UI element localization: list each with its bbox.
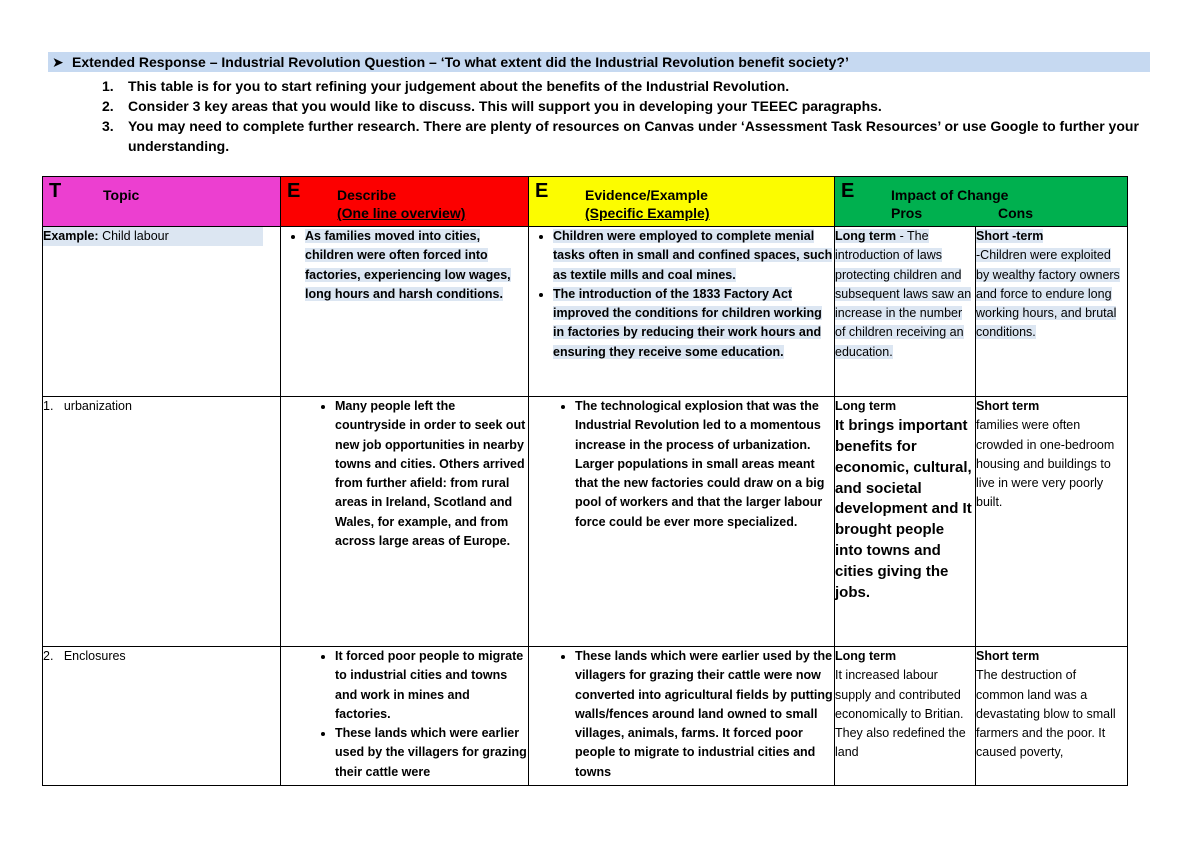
topic-header: T Topic xyxy=(43,177,281,227)
list-item: • The technological explosion that was the Industrial Revolution led to a momentous increase in the process of urbanization. Larger populations in small areas meant that the new factories could draw on a big pool of workers and that the larger labour force could be ever more specialized. xyxy=(575,397,834,532)
table-row xyxy=(43,227,1128,397)
describe-header: E Describe (One line overview) xyxy=(281,177,529,227)
table-header-row xyxy=(43,177,1128,227)
table-row xyxy=(43,397,1128,647)
arrow-bullet-icon: ➤ xyxy=(52,54,64,70)
cons-cell: Short term The destruction of common land was a devastating blow to small farmers and the poor. It caused poverty, xyxy=(976,647,1128,786)
list-item: • As families moved into cities, children were often forced into factories, experiencing low wages, long hours and harsh conditions. xyxy=(305,227,528,304)
describe-cell xyxy=(281,397,529,647)
list-item: • These lands which were earlier used by the villagers for grazing their cattle were xyxy=(335,724,528,780)
page-title: Extended Response – Industrial Revolution Question – ‘To what extent did the Industrial Revolution benefit society?’ xyxy=(72,54,849,70)
title-bar xyxy=(48,52,1150,72)
pros-cell: Long term It brings important benefits for economic, cultural, and societal development and It brought people into towns and cities giving the jobs. xyxy=(835,397,976,647)
evidence-cell xyxy=(529,647,835,786)
topic-cell: 1. urbanization xyxy=(43,397,281,647)
pros-cell: Long term It increased labour supply and contributed economically to Britian. They also redefined the land xyxy=(835,647,976,786)
instruction-list xyxy=(48,76,1150,156)
list-item: • Children were employed to complete menial tasks often in small and confined spaces, such as textile mills and coal mines. xyxy=(553,227,834,285)
impact-header: E Impact of Change Pros Cons xyxy=(835,177,1128,227)
describe-cell xyxy=(281,647,529,786)
describe-cell xyxy=(281,227,529,397)
topic-cell: 2. Enclosures xyxy=(43,647,281,786)
instruction-item: 3. You may need to complete further research. There are plenty of resources on Canvas under ‘Assessment Task Resources’ or use Google to further your understanding. xyxy=(102,118,1139,154)
header xyxy=(48,52,1150,156)
table-row xyxy=(43,647,1128,786)
evidence-cell xyxy=(529,397,835,647)
list-item: • Many people left the countryside in order to seek out new job opportunities in nearby towns and cities. Others arrived from further afield: from rural areas in Ireland, Scotland and Wales, for example, and from across large areas of Europe. xyxy=(335,397,528,551)
instruction-item: 2. Consider 3 key areas that you would like to discuss. This will support you in developing your TEEEC paragraphs. xyxy=(102,98,882,114)
list-item: • It forced poor people to migrate to industrial cities and towns and work in mines and factories. xyxy=(335,647,528,724)
teeec-table xyxy=(42,176,1128,786)
list-item: • These lands which were earlier used by the villagers for grazing their cattle were now converted into agricultural fields by putting walls/fences around land owned to small villages, animals, farms. It forced poor people to migrate to industrial cities and towns xyxy=(575,647,834,780)
topic-cell: Example: Child labour xyxy=(43,227,281,397)
instruction-item: 1. This table is for you to start refining your judgement about the benefits of the Industrial Revolution. xyxy=(102,78,790,94)
cons-cell: Short -term -Children were exploited by wealthy factory owners and force to endure long working hours, and brutal conditions. xyxy=(976,227,1128,397)
evidence-cell xyxy=(529,227,835,397)
cons-cell: Short term families were often crowded in one-bedroom housing and buildings to live in were very poorly built. xyxy=(976,397,1128,647)
pros-cell: Long term - The introduction of laws protecting children and subsequent laws saw an increase in the number of children receiving an education. xyxy=(835,227,976,397)
evidence-header: E Evidence/Example (Specific Example) xyxy=(529,177,835,227)
list-item: • The introduction of the 1833 Factory Act improved the conditions for children working in factories by reducing their work hours and ensuring they receive some education. xyxy=(553,285,834,362)
